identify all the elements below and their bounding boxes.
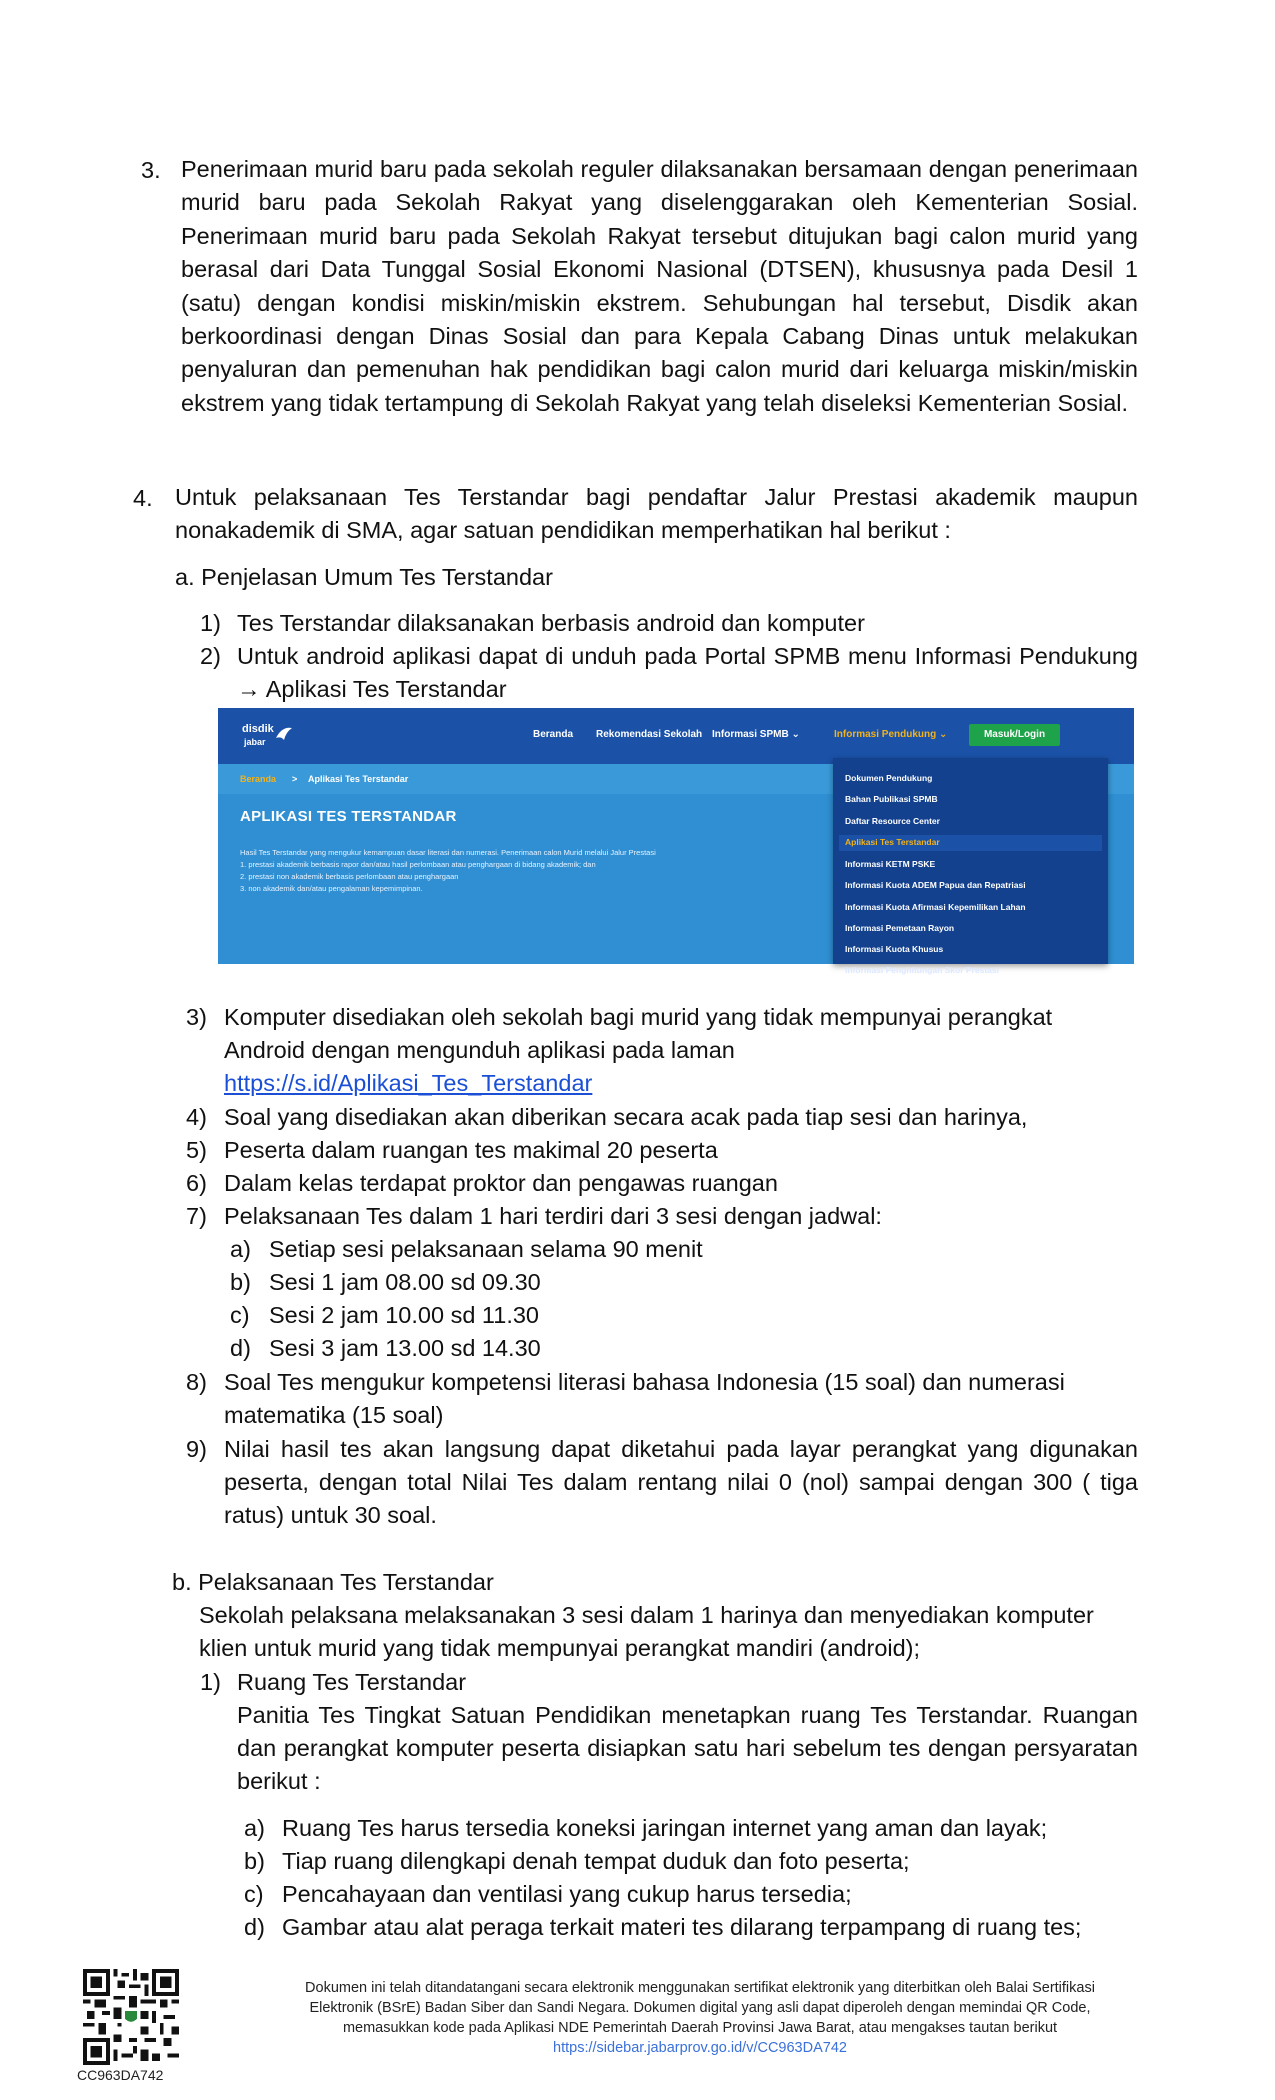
a-7-sub-number: c) (230, 1302, 250, 1328)
footer-line: memasukkan kode pada Aplikasi NDE Pemerintah Daerah Provinsi Jawa Barat, atau mengakses tautan berikut (342, 2020, 1058, 2036)
a-4-number: 4) (186, 1104, 207, 1130)
bird-icon (274, 724, 294, 742)
a-3-number: 3) (186, 1004, 207, 1030)
menu-item-resource-center[interactable]: Daftar Resource Center (845, 816, 940, 826)
b-1-sub-number: d) (244, 1914, 265, 1940)
section-b-heading: b. Pelaksanaan Tes Terstandar (172, 1569, 494, 1595)
menu-item-skor-prestasi[interactable]: Informasi Penghitungan Skor Prestasi (845, 965, 999, 975)
a-3-line: Komputer disediakan oleh sekolah bagi murid yang tidak mempunyai perangkat (224, 1004, 1053, 1030)
menu-item-ketm-pske[interactable]: Informasi KETM PSKE (845, 859, 936, 869)
a-1-number: 1) (200, 610, 221, 636)
a-7-sub-text: Sesi 3 jam 13.00 sd 14.30 (269, 1335, 541, 1361)
document-code: CC963DA742 (77, 2067, 164, 2083)
menu-item-kuota-khusus[interactable]: Informasi Kuota Khusus (845, 944, 944, 954)
item-4-text: Untuk pelaksanaan Tes Terstandar bagi pendaftar Jalur Prestasi akademik maupun nonakademik di SMA, agar satuan pendidikan memperhatikan hal berikut : (175, 484, 1138, 544)
portal-paragraph-line: 2. prestasi non akademik berbasis perlombaan atau penghargaan (240, 872, 459, 881)
aplikasi-download-link[interactable]: https://s.id/Aplikasi_Tes_Terstandar (224, 1070, 593, 1096)
menu-item-dokumen-pendukung[interactable]: Dokumen Pendukung (845, 773, 933, 783)
b-1-sub-text: Ruang Tes harus tersedia koneksi jaringan internet yang aman dan layak; (282, 1815, 1048, 1841)
b-1-sub-text: Gambar atau alat peraga terkait materi tes dilarang terpampang di ruang tes; (282, 1914, 1082, 1940)
a-2-text: Untuk android aplikasi dapat di unduh pada Portal SPMB menu Informasi Pendukung → Aplikasi Tes Terstandar (237, 643, 1138, 702)
b-1-text: Panitia Tes Tingkat Satuan Pendidikan menetapkan ruang Tes Terstandar. Ruangan dan perangkat komputer peserta disiapkan satu hari sebelum tes dengan persyaratan berikut : (237, 1702, 1138, 1794)
a-7-sub-number: d) (230, 1335, 251, 1361)
footer-line: Dokumen ini telah ditandatangani secara elektronik menggunakan sertifikat elektronik yang diterbitkan oleh Balai Sertifikasi (305, 1980, 1095, 1996)
b-1-title: Ruang Tes Terstandar (237, 1669, 467, 1695)
section-b-intro: klien untuk murid yang tidak mempunyai perangkat mandiri (android); (199, 1635, 921, 1661)
a-5-number: 5) (186, 1137, 207, 1163)
b-1-sub-text: Tiap ruang dilengkapi denah tempat duduk dan foto peserta; (282, 1848, 910, 1874)
portal-breadcrumb-home[interactable]: Beranda (240, 774, 277, 784)
a-9-number: 9) (186, 1436, 207, 1462)
a-4-text: Soal yang disediakan akan diberikan secara acak pada tiap sesi dan harinya, (224, 1104, 1028, 1130)
a-9-text: Nilai hasil tes akan langsung dapat diketahui pada layar perangkat yang digunakan peserta, dengan total Nilai Tes dalam rentang nilai 0 (nol) sampai dengan 300 ( tiga ratus) untuk 30 soal. (224, 1436, 1138, 1528)
item-3-text: Penerimaan murid baru pada sekolah reguler dilaksanakan bersamaan dengan penerimaan murid baru pada Sekolah Rakyat yang diselenggarakan oleh Kementerian Sosial. Penerimaan murid baru pada Sekolah Rakyat tersebut ditujukan bagi calon murid yang berasal dari Data Tunggal Sosial Ekonomi Nasional (DTSEN), khususnya pada Desil 1 (satu) dengan kondisi miskin/miskin ekstrem. Sehubungan hal tersebut, Disdik akan berkoordinasi dengan Dinas Sosial dan para Kepala Cabang Dinas untuk melakukan penyaluran dan pemenuhan hak pendidikan bagi calon murid dari keluarga miskin/miskin ekstrem yang tidak tertampung di Sekolah Rakyat yang telah diseleksi Kementerian Sosial. (181, 156, 1138, 416)
a-1-text: Tes Terstandar dilaksanakan berbasis android dan komputer (237, 610, 865, 636)
menu-item-aplikasi-tes[interactable]: Aplikasi Tes Terstandar (845, 837, 940, 847)
b-1-sub-number: c) (244, 1881, 264, 1907)
a-5-text: Peserta dalam ruangan tes makimal 20 peserta (224, 1137, 718, 1163)
a-8-line: matematika (15 soal) (224, 1402, 444, 1428)
b-1-sub-text: Pencahayaan dan ventilasi yang cukup harus tersedia; (282, 1881, 852, 1907)
portal-paragraph-line: 3. non akademik dan/atau pengalaman kepemimpinan. (240, 884, 423, 893)
a-7-number: 7) (186, 1203, 207, 1229)
portal-breadcrumb-current: Aplikasi Tes Terstandar (308, 774, 409, 784)
portal-navbar (218, 708, 1134, 764)
a-7-sub-text: Sesi 1 jam 08.00 sd 09.30 (269, 1269, 541, 1295)
section-b-intro: Sekolah pelaksana melaksanakan 3 sesi dalam 1 harinya dan menyediakan komputer (199, 1602, 1094, 1628)
a-7-sub-text: Sesi 2 jam 10.00 sd 11.30 (269, 1302, 539, 1328)
portal-logo: disdik jabar (242, 718, 282, 754)
a-7-sub-number: a) (230, 1236, 251, 1262)
b-1-number: 1) (200, 1669, 221, 1695)
a-8-number: 8) (186, 1369, 207, 1395)
section-a-heading: a. Penjelasan Umum Tes Terstandar (175, 564, 553, 590)
a-3-line: Android dengan mengunduh aplikasi pada laman (224, 1037, 735, 1063)
footer-verification-link[interactable]: https://sidebar.jabarprov.go.id/v/CC963DA742 (553, 2040, 847, 2056)
b-1-sub-number: a) (244, 1815, 265, 1841)
menu-item-pemetaan-rayon[interactable]: Informasi Pemetaan Rayon (845, 923, 955, 933)
portal-login-button[interactable]: Masuk/Login (969, 724, 1060, 746)
a-7-sub-text: Setiap sesi pelaksanaan selama 90 menit (269, 1236, 703, 1262)
a-6-text: Dalam kelas terdapat proktor dan pengawas ruangan (224, 1170, 778, 1196)
a-6-number: 6) (186, 1170, 207, 1196)
item-3-number: 3. (141, 157, 161, 183)
footer-signature-notice (225, 1978, 1175, 2058)
portal-dropdown-menu (833, 758, 1108, 975)
a-2-number: 2) (200, 643, 221, 669)
a-8-line: Soal Tes mengukur kompetensi literasi bahasa Indonesia (15 soal) dan numerasi (224, 1369, 1065, 1395)
portal-nav-beranda[interactable]: Beranda (533, 729, 574, 740)
menu-item-bahan-publikasi[interactable]: Bahan Publikasi SPMB (845, 794, 938, 804)
footer-line: Elektronik (BSrE) Badan Siber dan Sandi Negara. Dokumen digital yang asli dapat diperoleh dengan memindai QR Code, (309, 2000, 1091, 2016)
qr-code-icon (83, 1969, 179, 2065)
b-1-sub-number: b) (244, 1848, 265, 1874)
menu-item-afirmasi-lahan[interactable]: Informasi Kuota Afirmasi Kepemilikan Lahan (845, 902, 1026, 912)
a-7-sub-number: b) (230, 1269, 251, 1295)
portal-nav-informasi-spmb[interactable]: Informasi SPMB ⌄ (712, 729, 800, 740)
portal-page-title: APLIKASI TES TERSTANDAR (240, 808, 457, 825)
a-7-text: Pelaksanaan Tes dalam 1 hari terdiri dari 3 sesi dengan jadwal: (224, 1203, 882, 1229)
menu-item-adem-papua[interactable]: Informasi Kuota ADEM Papua dan Repatriasi (845, 880, 1026, 890)
item-4-number: 4. (133, 485, 153, 511)
portal-paragraph-line: 1. prestasi akademik berbasis rapor dan/atau hasil perlombaan atau penghargaan di bidang akademik; dan (240, 860, 596, 869)
portal-nav-rekomendasi[interactable]: Rekomendasi Sekolah (596, 729, 703, 740)
portal-nav-informasi-pendukung[interactable]: Informasi Pendukung ⌄ (834, 729, 948, 740)
portal-paragraph-line: Hasil Tes Terstandar yang mengukur kemampuan dasar literasi dan numerasi. Penerimaan calon Murid melalui Jalur Prestasi (240, 848, 656, 857)
portal-screenshot (218, 708, 1134, 975)
portal-breadcrumb-separator: > (292, 774, 298, 784)
